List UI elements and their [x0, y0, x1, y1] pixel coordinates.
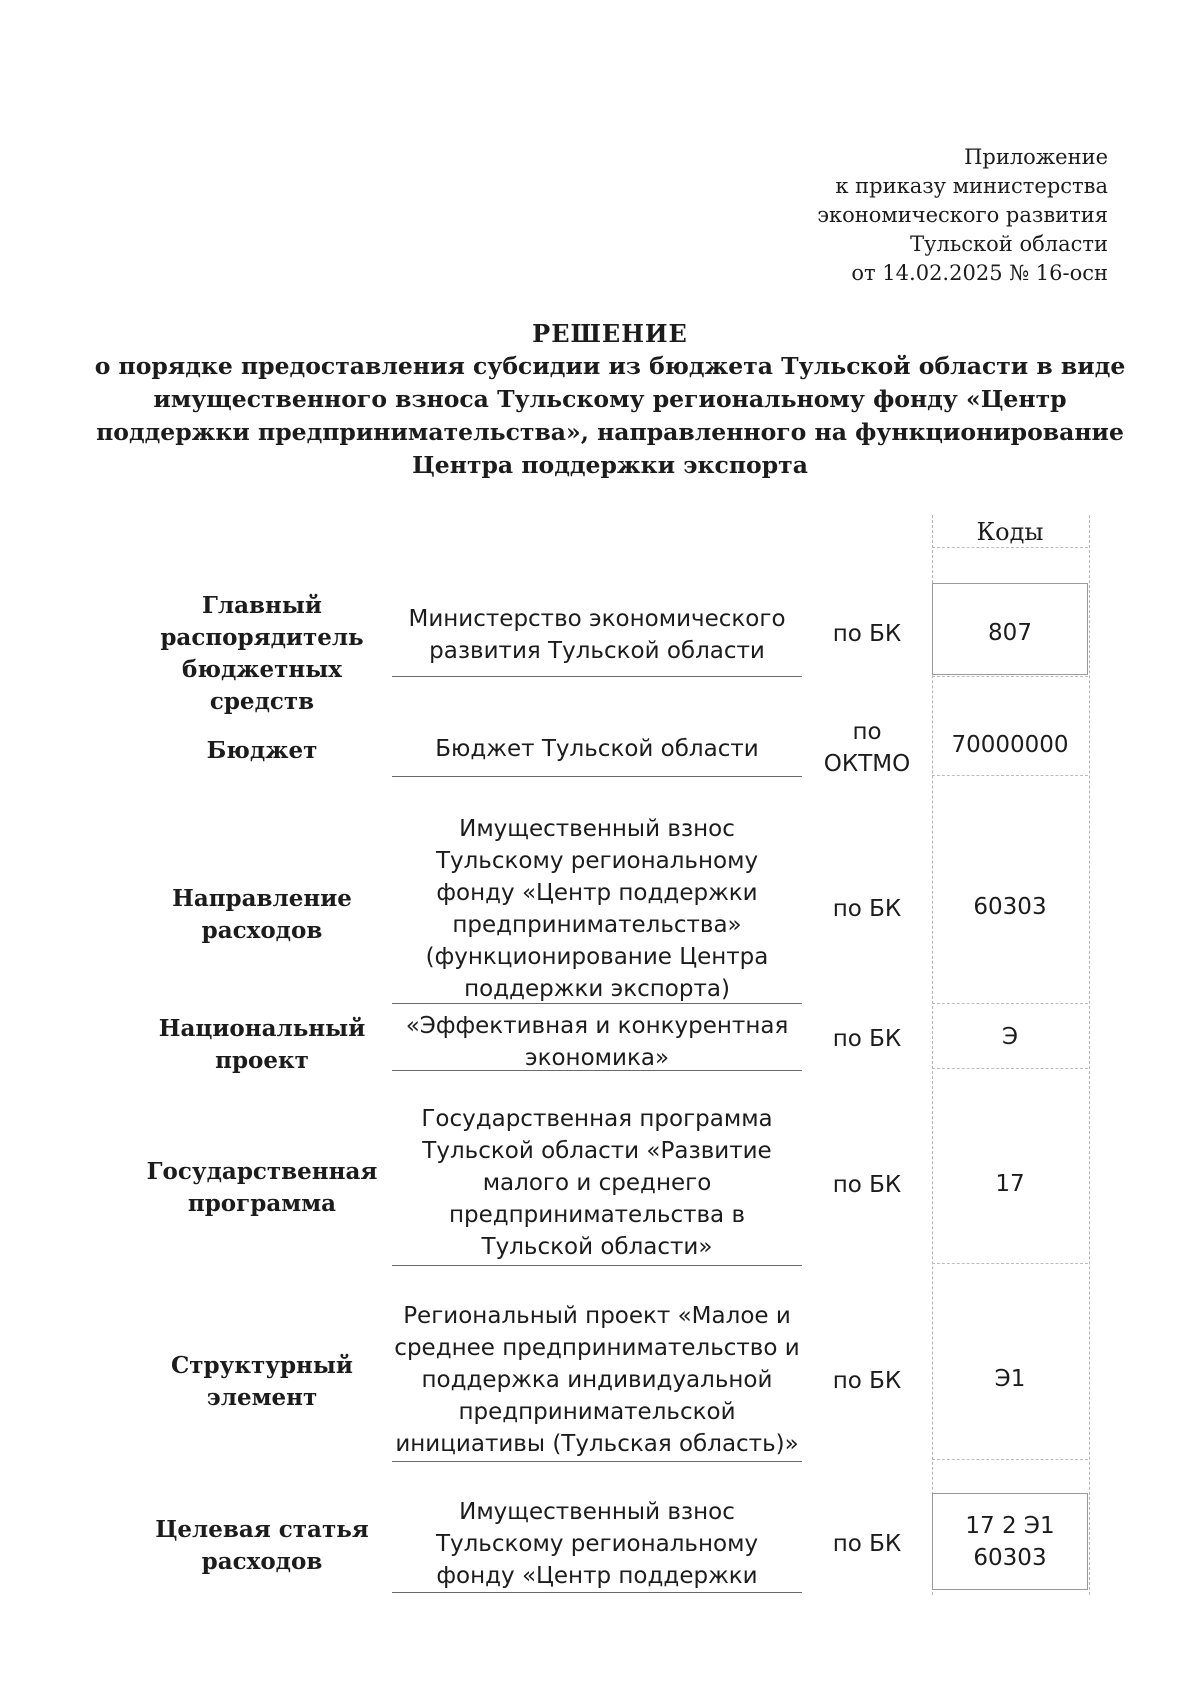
codes-header-divider	[932, 547, 1088, 548]
row-label: Государственная программа	[146, 1158, 378, 1217]
code-divider	[932, 1459, 1088, 1460]
annex-line: к приказу министерства	[835, 174, 1108, 198]
annex-line: Приложение	[964, 145, 1108, 169]
code-value: 807	[988, 620, 1032, 646]
title-line: поддержки предпринимательства», направленного на функционирование	[96, 418, 1124, 446]
codes-header: Коды	[976, 518, 1044, 546]
code-value: 17	[995, 1171, 1025, 1197]
row-label: Бюджет	[206, 737, 318, 764]
annex-line: Тульской области	[910, 232, 1108, 256]
value-underline	[392, 1265, 802, 1266]
value-underline	[392, 1592, 802, 1593]
row-value: Бюджет Тульской области	[435, 736, 759, 762]
title-line: Центра поддержки экспорта	[412, 451, 808, 479]
annex-block	[817, 143, 1108, 288]
code-divider	[932, 775, 1088, 776]
value-underline	[392, 1461, 802, 1462]
title-line: о порядке предоставления субсидии из бюджета Тульской области в виде	[94, 352, 1126, 380]
row-label: Целевая статья расходов	[155, 1516, 369, 1575]
title-line: имущественного взноса Тульскому региональному фонду «Центр	[153, 385, 1067, 413]
row-value: Государственная программа Тульской области «Развитие малого и среднего предпринимательства в Тульской области»	[421, 1106, 773, 1260]
annex-line: экономического развития	[817, 203, 1108, 227]
code-value: Э	[1001, 1024, 1019, 1050]
title-main: РЕШЕНИЕ	[532, 319, 688, 348]
code-type: по БК	[832, 621, 902, 647]
annex-line: от 14.02.2025 № 16-осн	[851, 261, 1108, 285]
code-type: по БК	[832, 1368, 902, 1394]
row-label: Главный распорядитель бюджетных средств	[160, 592, 364, 715]
value-underline	[392, 676, 802, 677]
row-label: Направление расходов	[172, 885, 352, 944]
value-underline	[392, 776, 802, 777]
value-underline	[392, 1070, 802, 1071]
row-value: Имущественный взнос Тульскому региональному фонду «Центр поддержки предпринимательства» (функционирование Центра поддержки экспорта)	[425, 816, 769, 1002]
row-value: Региональный проект «Малое и среднее предпринимательство и поддержка индивидуальной предпринимательской инициативы (Тульская область)»	[394, 1303, 800, 1457]
code-value: Э1	[994, 1366, 1026, 1392]
code-divider	[932, 676, 1088, 677]
row-value: «Эффективная и конкурентная экономика»	[405, 1013, 789, 1071]
code-type: по БК	[832, 1531, 902, 1557]
document-title	[60, 318, 1160, 482]
code-divider	[932, 1263, 1088, 1264]
value-underline	[392, 1003, 802, 1004]
code-divider	[932, 1003, 1088, 1004]
row-label: Национальный проект	[158, 1015, 366, 1074]
row-value: Министерство экономического развития Тульской области	[408, 606, 786, 664]
code-value: 17 2 Э1 60303	[965, 1513, 1055, 1571]
row-label: Структурный элемент	[171, 1352, 353, 1411]
row-value: Имущественный взнос Тульскому региональному фонду «Центр поддержки	[435, 1499, 759, 1589]
code-type: по БК	[832, 1026, 902, 1052]
code-value: 70000000	[951, 732, 1069, 758]
code-value: 60303	[973, 894, 1047, 920]
code-divider	[932, 1068, 1088, 1069]
code-type: по БК	[832, 896, 902, 922]
codes-column	[932, 515, 1090, 1595]
code-type: по БК	[832, 1172, 902, 1198]
code-type: по ОКТМО	[823, 719, 911, 777]
